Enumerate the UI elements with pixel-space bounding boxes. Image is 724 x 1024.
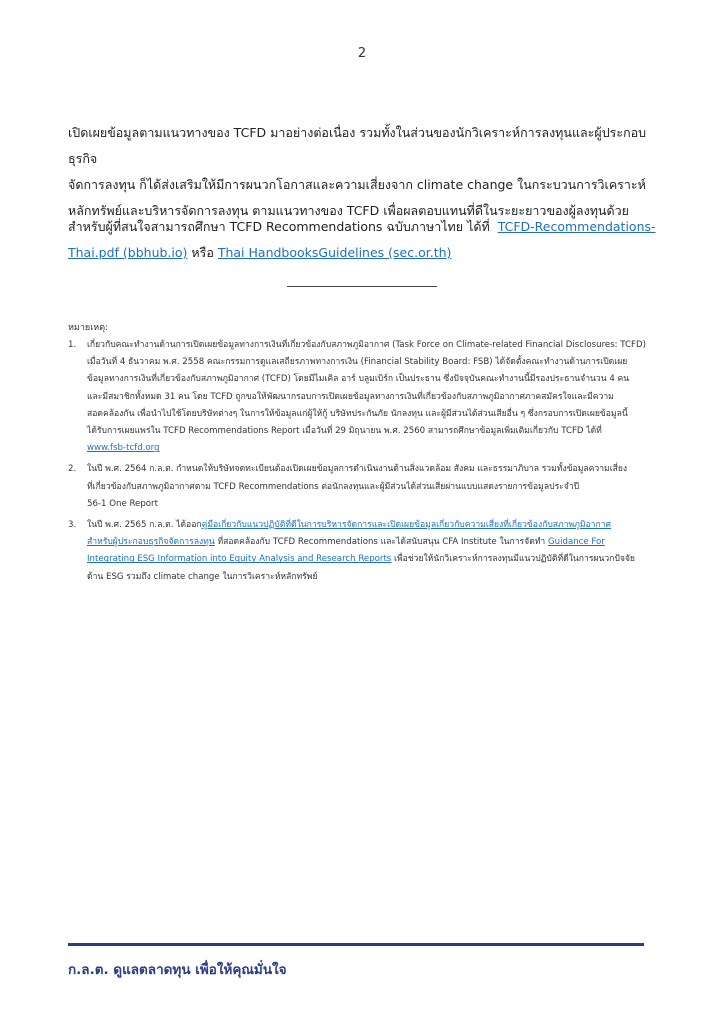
footnote-item xyxy=(68,517,662,586)
cfa-guidance-link[interactable]: Guidance For xyxy=(548,537,605,548)
body-paragraph-2 xyxy=(68,214,668,266)
sec-climate-guide-link-cont[interactable]: สำหรับผู้ประกอบธุรกิจจัดการลงทุน xyxy=(87,537,215,548)
tcfd-thai-pdf-link[interactable]: TCFD-Recommendations-Thai.pdf (bbhub.io) xyxy=(68,219,656,260)
footnote-number: 2. xyxy=(68,464,77,475)
footnote-text: เพื่อช่วยให้นักวิเคราะห์การลงทุนมีแนวปฏิบัติที่ดีในการผนวกปัจจัย xyxy=(394,554,635,565)
sec-climate-guide-link[interactable]: คู่มือเกี่ยวกับแนวปฏิบัติที่ดีในการบริหารจัดการและเปิดเผยข้อมูลเกี่ยวกับความเสี่ยงที่เกี่ยวข้องกับสภาพภูมิอากาศ xyxy=(201,520,611,531)
footnote-line: 56-1 One Report xyxy=(87,498,158,509)
thai-handbooks-link[interactable]: Thai HandbooksGuidelines (sec.or.th) xyxy=(217,245,452,260)
footnote-item xyxy=(68,337,662,457)
page-number: 2 xyxy=(357,46,367,61)
footnote-list xyxy=(68,337,662,586)
footer-rule xyxy=(68,943,644,946)
footnote-line: สอดคล้องกัน เพื่อนำไปใช้โดยบริษัทต่างๆ ในการให้ข้อมูลแก่ผู้ให้กู้ บริษัทประกันภัย นักลงทุน และผู้มีส่วนได้ส่วนเสียอื่น ๆ ซึ่งกรอบการเปิดเผยข้อมูลนี้ xyxy=(87,408,628,419)
paragraph-text: สำหรับผู้ที่สนใจสามารถศึกษา TCFD Recommendations ฉบับภาษาไทย ได้ที่ xyxy=(68,219,490,234)
footnote-line: ในปี พ.ศ. 2564 ก.ล.ต. กำหนดให้บริษัทจดทะเบียนต้องเปิดเผยข้อมูลการดำเนินงานด้านสิ่งแวดล้อม สังคม และธรรมาภิบาล รวมทั้งข้อมูลความเสี่ยง xyxy=(87,464,628,475)
footnote-separator xyxy=(287,286,437,287)
paragraph-line: จัดการลงทุน ก็ได้ส่งเสริมให้มีการผนวกโอกาสและความเสี่ยงจาก climate change ในกระบวนการวิเคราะห์ xyxy=(68,177,646,192)
paragraph-line: เปิดเผยข้อมูลตามแนวทางของ TCFD มาอย่างต่อเนื่อง รวมทั้งในส่วนของนักวิเคราะห์การลงทุนและผู้ประกอบธุรกิจ xyxy=(68,125,647,166)
footnote-line: ที่เกี่ยวข้องกับสภาพภูมิอากาศตาม TCFD Recommendations ต่อนักลงทุนและผู้มีส่วนได้ส่วนเสียผ่านแบบแสดงรายการข้อมูลประจำปี xyxy=(87,481,580,492)
footnote-item xyxy=(68,461,662,513)
footnote-line: ด้าน ESG รวมถึง climate change ในการวิเคราะห์หลักทรัพย์ xyxy=(87,571,318,582)
footnote-number: 3. xyxy=(68,520,77,531)
footnote-number: 1. xyxy=(68,340,77,350)
paragraph-text: หรือ xyxy=(191,245,214,260)
body-paragraph-1 xyxy=(68,120,668,224)
footnote-line: เมื่อวันที่ 4 ธันวาคม พ.ศ. 2558 คณะกรรมการดูแลเสถียรภาพทางการเงิน (Financial Stability Board: FSB) ได้จัดตั้งคณะทำงานด้านการเปิดเผย xyxy=(87,357,628,368)
footnote-line: และมีสมาชิกทั้งหมด 31 คน โดย TCFD ถูกขอให้พัฒนากรอบการเปิดเผยข้อมูลทางการเงินที่เกี่ยวข้องกับสภาพภูมิอากาศภาคสมัครใจและมีความ xyxy=(87,391,614,402)
footnote-line: ข้อมูลทางการเงินที่เกี่ยวข้องกับสภาพภูมิอากาศ (TCFD) โดยมีไมเคิล อาร์ บลูมเบิร์ก เป็นประธาน ซึ่งปัจจุบันคณะทำงานนี้มีรองประธานจำนวน 4 คน xyxy=(87,374,630,385)
notes-heading: หมายเหตุ: xyxy=(68,323,109,333)
footnote-line: ได้รับการเผยแพร่ใน TCFD Recommendations Report เมื่อวันที่ 29 มิถุนายน พ.ศ. 2560 สามารถศึกษาข้อมูลเพิ่มเติมเกี่ยวกับ TCFD ได้ที่ xyxy=(87,426,602,437)
fsb-tcfd-link[interactable]: www.fsb-tcfd.org xyxy=(87,443,160,454)
footer-slogan: ก.ล.ต. ดูแลตลาดทุน เพื่อให้คุณมั่นใจ xyxy=(68,962,287,978)
footnote-text: ในปี พ.ศ. 2565 ก.ล.ต. ได้ออก xyxy=(87,520,202,531)
paragraph-line: หลักทรัพย์และบริหารจัดการลงทุน ตามแนวทางของ TCFD เพื่อผลตอบแทนที่ดีในระยะยาวของผู้ลงทุนด้วย xyxy=(68,203,629,218)
footnote-text: ที่สอดคล้องกับ TCFD Recommendations และได้สนับสนุน CFA Institute ในการจัดทำ xyxy=(217,537,546,548)
footnote-line: เกี่ยวกับคณะทำงานด้านการเปิดเผยข้อมูลทางการเงินที่เกี่ยวข้องกับสภาพภูมิอากาศ (Task Force on Climate-related Financial Disclosures: TCFD) xyxy=(87,340,646,350)
cfa-guidance-link-cont[interactable]: Integrating ESG Information into Equity Analysis and Research Reports xyxy=(87,554,392,565)
